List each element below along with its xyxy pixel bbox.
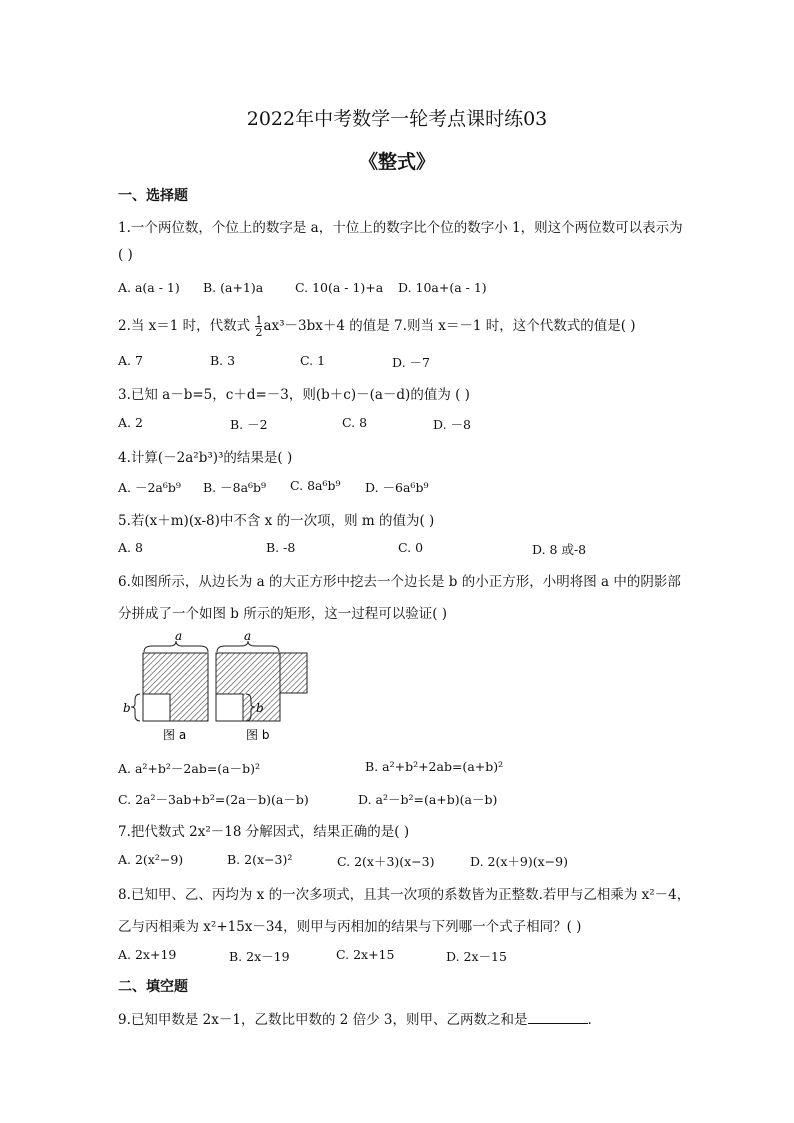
question-5-text: 5.若(x＋m)(x-8)中不含 x 的一次项，则 m 的值为( ) [118,513,435,529]
figure-b-top-brace [217,641,279,652]
figure-a-top-brace [144,641,208,652]
section-heading-fill: 二、填空题 [118,979,188,995]
question-3-text: 3.已知 a－b=5，c＋d=－3，则(b＋c)－(a－d)的值为 ( ) [118,387,470,403]
q8-option-b: B. 2x－19 [229,949,290,964]
figure-b-label-b: b [256,701,264,715]
q9-answer-blank [528,1011,588,1024]
question-8-text-line2: 乙与丙相乘为 x²+15x－34，则甲与丙相加的结果与下列哪一个式子相同？( ) [118,919,582,935]
q6-figure [118,628,318,748]
q3-option-c: C. 8 [342,415,368,430]
q5-option-c: C. 0 [398,540,424,555]
question-6-text-line2: 分拼成了一个如图 b 所示的矩形，这一过程可以验证( ) [118,606,448,622]
q5-option-a: A. 8 [118,540,143,555]
q2-option-b: B. 3 [210,353,236,368]
question-1-text: 1.一个两位数，个位上的数字是 a，十位上的数字比个位的数字小 1，则这个两位数可以表示为 [118,220,683,236]
figure-b-small-square [216,694,243,721]
figure-a-caption: 图 a [163,728,187,742]
q2-fraction-denominator: 2 [255,326,263,339]
q7-option-a: A. 2(x²−9) [118,852,184,867]
question-9-text [118,1008,592,1028]
question-4-text: 4.计算(－2a²b³)³的结果是( ) [118,450,293,466]
q9-text: 9.已知甲数是 2x－1，乙数比甲数的 2 倍少 3，则甲、乙两数之和是 [118,1012,528,1028]
q2-fraction [255,315,262,338]
figure-b-label-a: a [244,629,252,643]
q2-option-d: D. －7 [392,355,430,370]
q1-option-d: D. 10a+(a - 1) [398,280,487,295]
q6-option-a: A. a²+b²－2ab=(a－b)² [118,761,261,776]
q7-option-c: C. 2(x＋3)(x−3) [337,854,435,869]
q1-option-b: B. (a+1)a [203,280,264,295]
q4-option-c: C. 8a⁶b⁹ [290,478,341,493]
q8-option-a: A. 2x+19 [118,947,177,962]
page-title: 2022年中考数学一轮考点课时练03 [246,108,548,130]
page-subtitle: 《整式》 [358,151,435,173]
question-6-text-line1: 6.如图所示，从边长为 a 的大正方形中挖去一个边长是 b 的小正方形，小明将图 a 中的阴影部 [118,574,681,590]
figure-a-label-b: b [123,701,131,715]
q7-option-b: B. 2(x−3)² [227,852,293,867]
figure-b-moved-strip [280,653,307,693]
q2-option-a: A. 7 [118,353,143,368]
q4-option-a: A. －2a⁶b⁹ [118,480,181,495]
q6-option-d: D. a²－b²=(a+b)(a－b) [358,792,498,807]
q1-option-c: C. 10(a - 1)+a [295,280,384,295]
question-1-answer-paren: ( ) [118,247,133,263]
q2-option-c: C. 1 [300,353,326,368]
question-2-text [118,314,636,338]
q3-option-d: D. －8 [433,417,471,432]
figure-a-small-square [143,694,170,721]
q8-option-c: C. 2x+15 [336,947,395,962]
q6-option-c: C. 2a²－3ab+b²=(2a－b)(a－b) [118,792,309,807]
figure-b-caption: 图 b [246,728,270,742]
q4-option-b: B. －8a⁶b⁹ [203,480,267,495]
figure-a [123,629,208,742]
q2-fraction-numerator: 1 [255,314,263,327]
q8-option-d: D. 2x－15 [446,949,507,964]
q3-option-b: B. －2 [230,417,268,432]
q9-text-end: . [587,1012,592,1028]
section-heading-choice: 一、选择题 [118,188,188,204]
figure-b [216,629,307,742]
q6-option-b: B. a²+b²+2ab=(a+b)² [365,759,504,774]
q1-option-a: A. a(a - 1) [118,280,180,295]
q7-option-d: D. 2(x＋9)(x−9) [470,854,568,869]
figure-a-left-brace [131,694,140,721]
q2-text-pre: 2.当 x＝1 时，代数式 [118,318,255,334]
question-7-text: 7.把代数式 2x²－18 分解因式，结果正确的是( ) [118,824,410,840]
figure-a-label-a: a [175,629,183,643]
q3-option-a: A. 2 [118,415,143,430]
q2-text-post: ax³－3bx＋4 的值是 7.则当 x＝－1 时，这个代数式的值是( ) [263,318,636,334]
q5-option-b: B. -8 [266,540,296,555]
question-8-text-line1: 8.已知甲、乙、丙均为 x 的一次多项式，且其一次项的系数皆为正整数.若甲与乙相乘为 x²－4， [118,887,691,903]
q4-option-d: D. －6a⁶b⁹ [365,480,429,495]
q5-option-d: D. 8 或-8 [532,542,587,557]
